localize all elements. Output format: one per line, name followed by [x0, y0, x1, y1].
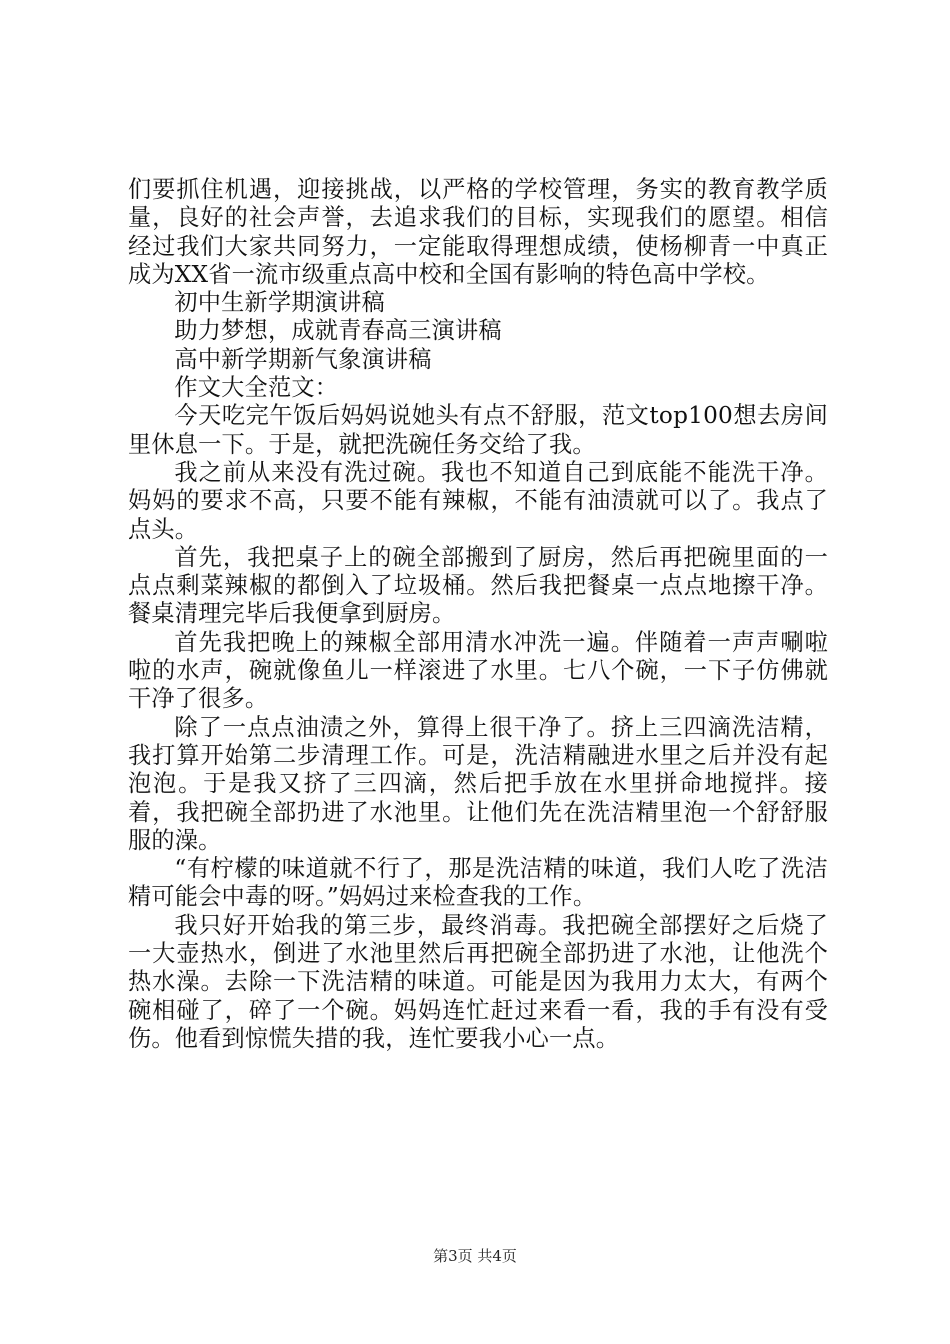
- paragraph-8: 首先，我把桌子上的碗全部搬到了厨房，然后再把碗里面的一点点剩菜辣椒的都倒入了垃圾桶。然后我把餐桌一点点地擦干净。餐桌清理完毕后我便拿到厨房。: [128, 543, 828, 628]
- page-number-label: 第3页 共4页: [433, 1247, 517, 1265]
- paragraph-10: 除了一点点油渍之外，算得上很干净了。挤上三四滴洗洁精，我打算开始第二步清理工作。可是，洗洁精融进水里之后并没有起泡泡。于是我又挤了三四滴，然后把手放在水里拼命地搅拌。接着，我把碗全部扔进了水池里。让他们先在洗洁精里泡一个舒舒服服的澡。: [128, 713, 828, 854]
- paragraph-3: 助力梦想，成就青春高三演讲稿: [174, 317, 502, 345]
- paragraph-7: 我之前从来没有洗过碗。我也不知道自己到底能不能洗干净。妈妈的要求不高，只要不能有辣椒，不能有油渍就可以了。我点了点头。: [128, 458, 828, 543]
- paragraph-12: 我只好开始我的第三步，最终消毒。我把碗全部摆好之后烧了一大壶热水，倒进了水池里然后再把碗全部扔进了水池，让他洗个热水澡。去除一下洗洁精的味道。可能是因为我用力太大，有两个碗相碰了，碎了一个碗。妈妈连忙赶过来看一看，我的手有没有受伤。他看到惊慌失措的我，连忙要我小心一点。: [128, 911, 828, 1052]
- paragraph-6: 今天吃完午饭后妈妈说她头有点不舒服，范文top100想去房间里休息一下。于是，就把洗碗任务交给了我。: [128, 402, 828, 458]
- paragraph-4: 高中新学期新气象演讲稿: [174, 345, 432, 373]
- paragraph-5: 作文大全范文：: [174, 374, 339, 402]
- paragraph-11: “有柠檬的味道就不行了，那是洗洁精的味道，我们人吃了洗洁精可能会中毒的呀。”妈妈过来检查我的工作。: [128, 855, 828, 911]
- paragraph-9: 首先我把晚上的辣椒全部用清水冲洗一遍。伴随着一声声唰啦啦的水声，碗就像鱼儿一样滚进了水里。七八个碗，一下子仿佛就干净了很多。: [128, 628, 828, 713]
- paragraph-1: 们要抓住机遇，迎接挑战，以严格的学校管理，务实的教育教学质量，良好的社会声誉，去追求我们的目标，实现我们的愿望。相信经过我们大家共同努力，一定能取得理想成绩，使杨柳青一中真正成为XX省一流市级重点高中校和全国有影响的特色高中学校。: [128, 176, 828, 288]
- page-footer: [0, 1245, 950, 1266]
- paragraph-2: 初中生新学期演讲稿: [174, 289, 385, 317]
- document-body: [128, 176, 828, 1053]
